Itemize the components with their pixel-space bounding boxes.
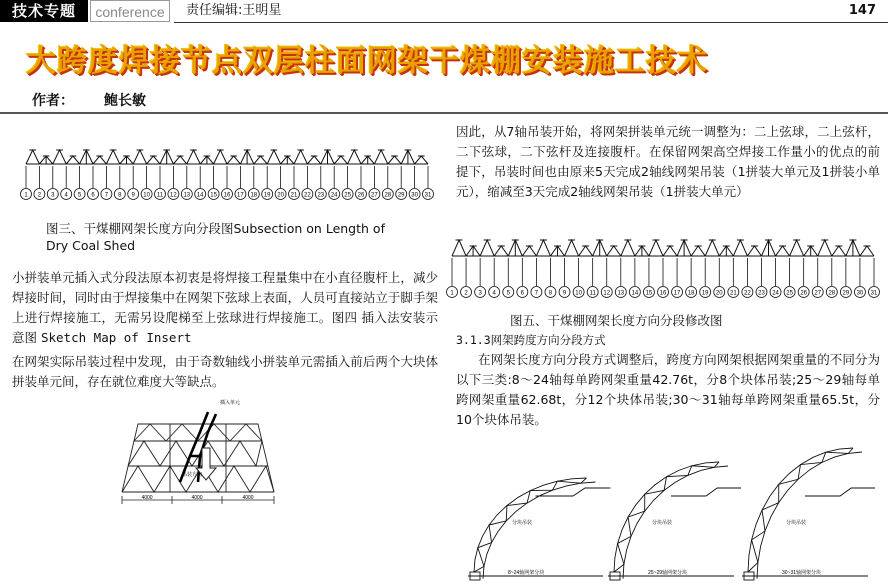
figure-4-label-top: 插入单元 — [220, 400, 241, 406]
truss-block — [832, 246, 846, 256]
page-number: 147 — [848, 3, 876, 18]
axis-label: 28 — [828, 290, 836, 297]
axis-label: 18 — [687, 290, 695, 297]
axis-label: 26 — [357, 192, 365, 199]
figure-4-dim-3: 4000 — [242, 495, 254, 501]
arch-diagram — [742, 448, 875, 580]
axis-label: 25 — [344, 192, 351, 199]
axis-label: 7 — [104, 192, 109, 199]
truss-block — [267, 150, 280, 164]
axis-label: 15 — [645, 290, 653, 297]
arch-diagram — [468, 478, 611, 580]
figure-3-caption-line2: Dry Coal Shed — [46, 238, 136, 253]
axis-label: 8 — [548, 290, 553, 297]
arch-inner-chord — [483, 482, 596, 579]
axis-label: 27 — [371, 192, 378, 199]
axis-label: 22 — [304, 192, 311, 199]
left-paragraph-1-english: Sketch Map of Insert — [40, 330, 192, 345]
axis-label: 11 — [156, 192, 164, 199]
platform-line — [671, 488, 741, 496]
truss-block — [494, 246, 508, 256]
axis-label: 6 — [520, 290, 525, 297]
axis-label: 19 — [263, 192, 271, 199]
arch-label: 30~31轴网架分块 — [782, 570, 822, 576]
axis-label: 3 — [478, 290, 482, 297]
axis-label: 2 — [464, 290, 468, 297]
axis-label: 1 — [24, 192, 28, 199]
arch-web — [614, 462, 719, 572]
figure-4-dim-1: 4000 — [141, 495, 153, 501]
truss-block — [565, 240, 579, 256]
axis-label: 12 — [603, 290, 611, 297]
truss-block — [187, 150, 200, 164]
arch-label: 8~24轴网架分块 — [508, 570, 545, 576]
truss-block — [227, 156, 240, 164]
truss-block — [93, 156, 106, 164]
axis-label: 16 — [659, 290, 667, 297]
title-rule — [0, 112, 888, 114]
arch-mid-label: 分块吊装 — [512, 520, 533, 526]
truss-block — [747, 246, 761, 256]
truss-block — [66, 156, 79, 164]
axis-label: 11 — [589, 290, 596, 297]
arch-inner-chord — [757, 452, 862, 579]
axis-label: 19 — [701, 290, 709, 297]
section-tag: 技术专题 — [0, 0, 88, 22]
axis-label: 23 — [758, 290, 765, 297]
axis-label: 5 — [77, 192, 82, 199]
axis-label: 31 — [424, 192, 432, 199]
truss-block — [334, 156, 347, 164]
axis-label: 6 — [91, 192, 95, 199]
axis-label: 14 — [196, 192, 204, 199]
author-label: 作者： — [32, 93, 74, 109]
axis-label: 25 — [786, 290, 793, 297]
axis-label: 21 — [290, 192, 298, 199]
truss-block — [133, 150, 146, 164]
truss-block — [348, 150, 361, 164]
header-rule — [174, 22, 888, 23]
section-label: conference — [90, 0, 170, 22]
figure-3-segment-diagram — [18, 128, 438, 208]
axis-label: 16 — [223, 192, 231, 199]
axis-label: 29 — [842, 290, 850, 297]
truss-block — [649, 240, 663, 256]
section-heading-3-1-3: 3.1.3网架跨度方向分段方式 — [456, 333, 606, 347]
truss-block — [53, 150, 66, 164]
right-paragraph-1: 因此，从7轴吊装开始，将网架拼装单元统一调整为：二上弦球，二上弦杆，二下弦球，二下弦杆及连接腹杆。在保留网架高空焊接工作量小的优点的前提下，吊装时间也由原来5天完成2轴线网架吊装（1拼装大单元及1拼装小单元），缩减至3天完成2轴线网架吊装（1拼装大单元） — [456, 124, 880, 199]
left-paragraph-1-text: 小拼装单元插入式分段法原本初衷是将焊接工程量集中在小直径腹杆上，减少焊接时间，同时由于焊接集中在网架下弦球上表面，人员可直接站立于脚手架上进行焊接施工，无需另设爬梯至上弦球进行焊接施工。图四 插入法安装示意图 — [12, 270, 438, 345]
axis-label: 7 — [534, 290, 539, 297]
figure-4-dim-2: 4000 — [191, 495, 203, 501]
axis-label: 10 — [143, 192, 150, 199]
truss-block — [621, 240, 635, 256]
axis-label: 23 — [317, 192, 325, 199]
axis-label: 9 — [562, 290, 567, 297]
axis-label: 27 — [814, 290, 822, 297]
axis-label: 22 — [744, 290, 751, 297]
axis-label: 24 — [772, 290, 779, 297]
truss-block — [860, 246, 874, 256]
platform-line — [536, 488, 611, 496]
axis-label: 3 — [51, 192, 55, 199]
arch-label: 25~29轴网架分块 — [648, 570, 688, 576]
truss-block — [790, 240, 804, 256]
figure-5-caption: 图五、干煤棚网架长度方向分段修改图 — [510, 313, 723, 328]
axis-label: 8 — [118, 192, 122, 199]
axis-label: 9 — [131, 192, 135, 199]
truss-block — [691, 246, 705, 256]
truss-block — [607, 246, 621, 256]
figure-5-modified-segment-diagram — [446, 228, 882, 304]
truss-block — [388, 156, 401, 164]
platform-line — [805, 488, 875, 496]
axis-label: 30 — [411, 192, 418, 199]
truss-block — [173, 156, 186, 164]
axis-label: 15 — [210, 192, 217, 199]
axis-label: 2 — [37, 192, 42, 199]
left-paragraph-1 — [12, 268, 438, 348]
truss-block — [536, 240, 550, 256]
truss-block — [818, 240, 832, 256]
axis-label: 21 — [729, 290, 737, 297]
figure-6-span-segmentation — [460, 444, 884, 584]
axis-label: 24 — [330, 192, 338, 199]
arch-mid-label: 分块吊装 — [786, 520, 807, 526]
truss-block — [776, 246, 790, 256]
axis-label: 4 — [492, 290, 496, 297]
editor-credit: 责任编辑:王明星 — [186, 3, 282, 18]
axis-label: 17 — [673, 290, 681, 297]
axis-label: 13 — [617, 290, 625, 297]
axis-label: 12 — [170, 192, 177, 199]
axis-label: 20 — [715, 290, 723, 297]
axis-label: 1 — [450, 290, 454, 297]
truss-block — [705, 240, 719, 256]
arch-diagram — [608, 462, 741, 580]
figure-4-insert-sketch — [108, 396, 288, 508]
arch-mid-label: 分块吊装 — [652, 520, 673, 526]
axis-label: 28 — [384, 192, 392, 199]
truss-block — [106, 150, 119, 164]
axis-label: 5 — [506, 290, 510, 297]
axis-label: 4 — [64, 192, 68, 199]
right-paragraph-2: 在网架长度方向分段方式调整后，跨度方向网架根据网架重量的不同分为以下三类:8～24轴每单跨网架重量42.76t，分8个块体吊装;25～29轴每单跨网架重量62.68t，分12个块体吊装;30～31轴每单跨网架重量65.5t，分10个块体吊装。 — [456, 352, 880, 427]
truss-block — [663, 246, 677, 256]
axis-label: 17 — [237, 192, 244, 199]
truss-block — [147, 156, 160, 164]
truss-block — [294, 150, 307, 164]
truss-block — [307, 156, 320, 164]
axis-label: 18 — [250, 192, 258, 199]
arch-web — [748, 448, 853, 572]
axis-label: 10 — [575, 290, 582, 297]
truss-block — [214, 150, 227, 164]
axis-label: 14 — [631, 290, 639, 297]
truss-block — [415, 156, 428, 164]
figure-4-label-mid: 吊装方向 — [182, 472, 203, 478]
truss-block — [579, 246, 593, 256]
author-name: 鲍长敏 — [104, 93, 146, 109]
truss-block — [374, 150, 387, 164]
truss-block — [480, 240, 494, 256]
truss-block — [254, 156, 267, 164]
left-paragraph-2: 在网架实际吊装过程中发现，由于奇数轴线小拼装单元需插入前后两个大块体拼装单元间，存在就位难度大等缺点。 — [12, 354, 438, 389]
arch-inner-chord — [623, 466, 728, 579]
figure-3-caption-line1: 图三、干煤棚网架长度方向分段图Subsection on Length of — [46, 221, 385, 236]
axis-label: 30 — [856, 290, 864, 297]
truss-block — [26, 150, 39, 164]
article-title: 大跨度焊接节点双层柱面网架干煤棚安装施工技术 — [26, 44, 708, 79]
axis-label: 26 — [800, 290, 808, 297]
axis-label: 31 — [870, 290, 878, 297]
axis-label: 13 — [183, 192, 191, 199]
truss-block — [733, 240, 747, 256]
truss-block — [522, 246, 536, 256]
axis-label: 29 — [397, 192, 405, 199]
figure-3-caption — [46, 220, 436, 254]
axis-label: 20 — [277, 192, 284, 199]
truss-block — [452, 240, 466, 256]
